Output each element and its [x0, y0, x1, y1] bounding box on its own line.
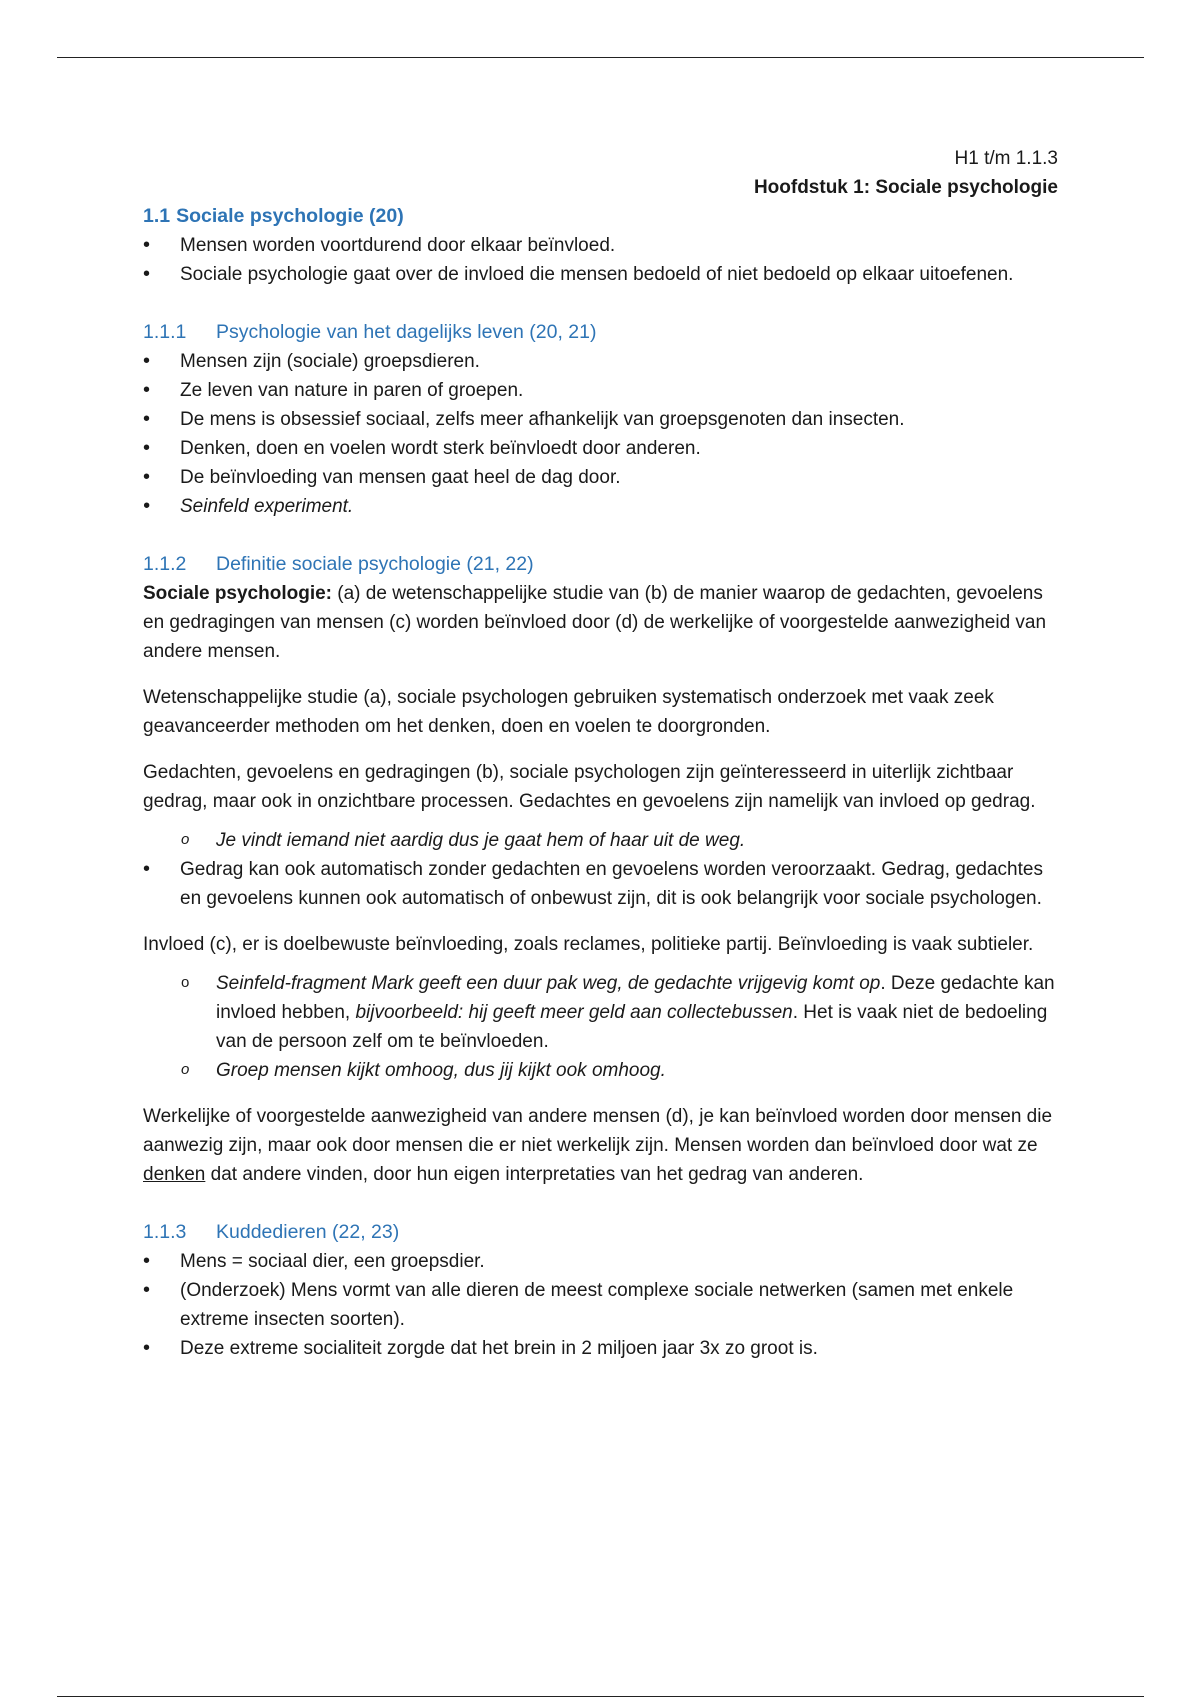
list-1-1 — [143, 231, 1058, 289]
list-item: • Seinfeld experiment. — [143, 492, 1058, 521]
heading-1-1-2: 1.1.2 Definitie sociale psychologie (21, 22) — [143, 553, 534, 575]
list-item: • Mensen zijn (sociale) groepsdieren. — [143, 347, 1058, 376]
heading-1-1-3: 1.1.3 Kuddedieren (22, 23) — [143, 1221, 400, 1243]
sublist-c — [143, 969, 1058, 1085]
list-item: • (Onderzoek) Mens vormt van alle dieren de meest complexe sociale netwerken (samen met enkele extreme insecten soorten). — [143, 1276, 1058, 1334]
list-item: • De beïnvloeding van mensen gaat heel de dag door. — [143, 463, 1058, 492]
definition-term: Sociale psychologie: — [143, 583, 332, 604]
top-rule — [57, 57, 1144, 58]
chapter-ref: H1 t/m 1.1.3 — [954, 148, 1058, 169]
sublist-item: o Seinfeld-fragment Mark geeft een duur pak weg, de gedachte vrijgevig komt op. Deze gedachte kan invloed hebben, bijvoorbeeld: hij geeft meer geld aan collectebussen. Het is vaak niet de bedoeling van de persoon zelf om te beïnvloeden. — [143, 969, 1058, 1056]
list-item: • Ze leven van nature in paren of groepen. — [143, 376, 1058, 405]
chapter-title: Hoofdstuk 1: Sociale psychologie — [753, 177, 1058, 198]
list-1-1-3 — [143, 1247, 1058, 1363]
list-item: • Denken, doen en voelen wordt sterk beïnvloedt door anderen. — [143, 434, 1058, 463]
page-header — [143, 144, 1058, 202]
list-item: • Deze extreme socialiteit zorgde dat het brein in 2 miljoen jaar 3x zo groot is. — [143, 1334, 1058, 1363]
underlined-word: denken — [143, 1164, 206, 1185]
paragraph-c: Invloed (c), er is doelbewuste beïnvloeding, zoals reclames, politieke partij. Beïnvloeding is vaak subtieler. — [143, 934, 1034, 955]
list-item: • De mens is obsessief sociaal, zelfs meer afhankelijk van groepsgenoten dan insecten. — [143, 405, 1058, 434]
list-item: • Mens = sociaal dier, een groepsdier. — [143, 1247, 1058, 1276]
definition-text: (a) de wetenschappelijke studie van (b) de manier waarop de gedachten, gevoelens en gedragingen van mensen (c) worden beïnvloed door (d) de werkelijke of voorgestelde aanwezigheid van andere mensen. — [143, 583, 1047, 662]
list-item: • Gedrag kan ook automatisch zonder gedachten en gevoelens worden veroorzaakt. Gedrag, gedachtes en gevoelens kunnen ook automatisch of onbewust zijn, dit is ook belangrijk voor sociale psychologen. — [143, 855, 1058, 913]
document-body — [143, 144, 1058, 1363]
list-1-1-1 — [143, 347, 1058, 521]
sublist-b — [143, 826, 1058, 855]
paragraph-d: Werkelijke of voorgestelde aanwezigheid van andere mensen (d), je kan beïnvloed worden door mensen die aanwezig zijn, maar ook door mensen die er niet werkelijk zijn. Mensen worden dan beïnvloed door wat ze denken dat andere vinden, door hun eigen interpretaties van het gedrag van anderen. — [143, 1106, 1053, 1185]
list-b — [143, 855, 1058, 913]
list-item: • Mensen worden voortdurend door elkaar beïnvloed. — [143, 231, 1058, 260]
list-item: • Sociale psychologie gaat over de invloed die mensen bedoeld of niet bedoeld op elkaar uitoefenen. — [143, 260, 1058, 289]
sublist-item: o Je vindt iemand niet aardig dus je gaat hem of haar uit de weg. — [143, 826, 1058, 855]
heading-1-1-1: 1.1.1 Psychologie van het dagelijks leven (20, 21) — [143, 321, 597, 343]
sublist-item: o Groep mensen kijkt omhoog, dus jij kijkt ook omhoog. — [143, 1056, 1058, 1085]
bottom-rule — [57, 1696, 1144, 1697]
paragraph-b: Gedachten, gevoelens en gedragingen (b), sociale psychologen zijn geïnteresseerd in uiterlijk zichtbaar gedrag, maar ook in onzichtbare processen. Gedachtes en gevoelens zijn namelijk van invloed op gedrag. — [143, 762, 1036, 812]
heading-1-1: 1.1 Sociale psychologie (20) — [143, 205, 404, 227]
paragraph-a: Wetenschappelijke studie (a), sociale psychologen gebruiken systematisch onderzoek met vaak zeek geavanceerder methoden om het denken, doen en voelen te doorgronden. — [143, 687, 994, 737]
definition-paragraph — [143, 579, 1058, 666]
